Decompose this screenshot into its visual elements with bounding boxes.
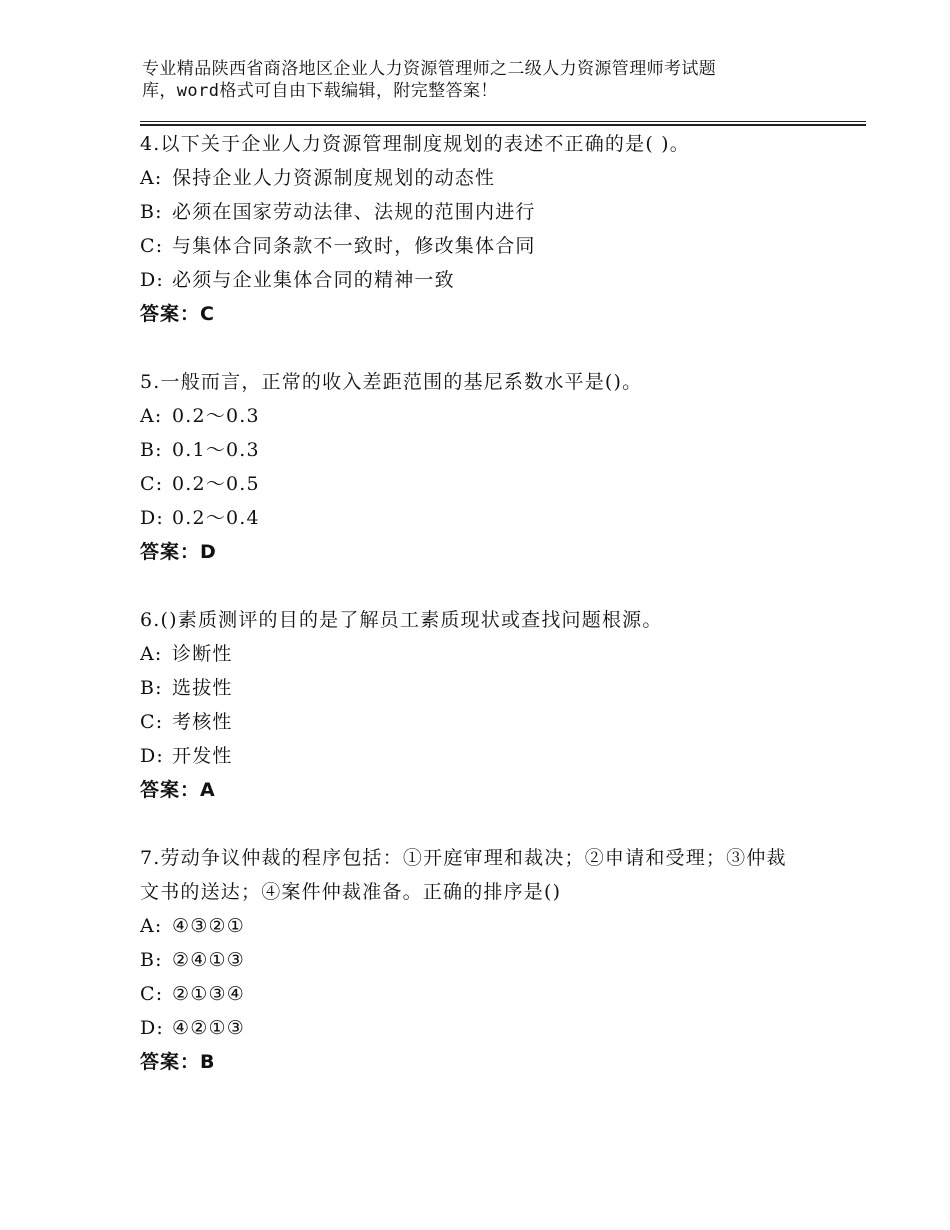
option-letter: C: bbox=[140, 983, 164, 1005]
option-letter: B: bbox=[140, 949, 163, 971]
option-letter: A: bbox=[140, 643, 163, 665]
option-text: 选拔性 bbox=[172, 677, 233, 699]
option-a bbox=[140, 637, 860, 671]
option-b bbox=[140, 671, 860, 705]
option-text: 考核性 bbox=[172, 711, 233, 733]
answer-value: A bbox=[200, 779, 216, 801]
answer-value: B bbox=[200, 1051, 216, 1073]
option-text: ②①③④ bbox=[172, 983, 245, 1005]
option-d bbox=[140, 1011, 860, 1045]
option-c bbox=[140, 467, 860, 501]
option-text: 0.1～0.3 bbox=[172, 439, 260, 461]
option-text: 必须与企业集体合同的精神一致 bbox=[172, 269, 455, 291]
option-text: 与集体合同条款不一致时，修改集体合同 bbox=[172, 235, 536, 257]
option-text: 0.2～0.4 bbox=[172, 507, 260, 529]
option-text: ④②①③ bbox=[172, 1017, 245, 1039]
option-letter: C: bbox=[140, 235, 164, 257]
option-b bbox=[140, 195, 860, 229]
option-letter: D: bbox=[140, 269, 165, 291]
question-7 bbox=[140, 841, 860, 1079]
answer-label: 答案： bbox=[140, 541, 201, 563]
option-letter: B: bbox=[140, 677, 163, 699]
option-text: 必须在国家劳动法律、法规的范围内进行 bbox=[172, 201, 536, 223]
option-b bbox=[140, 433, 860, 467]
answer-value: D bbox=[200, 541, 217, 563]
question-5 bbox=[140, 365, 860, 569]
answer-label: 答案： bbox=[140, 779, 201, 801]
option-letter: D: bbox=[140, 745, 165, 767]
option-text: 开发性 bbox=[172, 745, 233, 767]
option-letter: B: bbox=[140, 201, 163, 223]
header-divider-thick bbox=[140, 124, 866, 126]
option-text: 0.2～0.5 bbox=[172, 473, 260, 495]
option-letter: D: bbox=[140, 507, 165, 529]
answer-line bbox=[140, 297, 860, 331]
header-divider-thin bbox=[140, 121, 866, 122]
question-stem: 4.以下关于企业人力资源管理制度规划的表述不正确的是( )。 bbox=[140, 133, 690, 155]
answer-line bbox=[140, 1045, 860, 1079]
option-text: 诊断性 bbox=[172, 643, 233, 665]
option-c bbox=[140, 705, 860, 739]
option-letter: D: bbox=[140, 1017, 165, 1039]
option-d bbox=[140, 501, 860, 535]
answer-line bbox=[140, 535, 860, 569]
option-text: 保持企业人力资源制度规划的动态性 bbox=[172, 167, 496, 189]
option-a bbox=[140, 909, 860, 943]
question-6 bbox=[140, 603, 860, 807]
option-letter: C: bbox=[140, 473, 164, 495]
option-letter: C: bbox=[140, 711, 164, 733]
answer-label: 答案： bbox=[140, 1051, 201, 1073]
option-letter: A: bbox=[140, 167, 163, 189]
question-list bbox=[140, 127, 860, 1113]
option-d bbox=[140, 263, 860, 297]
option-a bbox=[140, 161, 860, 195]
option-c bbox=[140, 229, 860, 263]
question-stem: 7.劳动争议仲裁的程序包括：①开庭审理和裁决；②申请和受理；③仲裁文书的送达；④案件仲裁准备。正确的排序是() bbox=[140, 847, 787, 903]
option-b bbox=[140, 943, 860, 977]
option-letter: A: bbox=[140, 915, 163, 937]
answer-label: 答案： bbox=[140, 303, 201, 325]
answer-value: C bbox=[200, 303, 215, 325]
header-line-1: 专业精品陕西省商洛地区企业人力资源管理师之二级人力资源管理师考试题 bbox=[142, 59, 717, 79]
option-text: ②④①③ bbox=[172, 949, 245, 971]
question-stem: 5.一般而言，正常的收入差距范围的基尼系数水平是()。 bbox=[140, 371, 643, 393]
document-header bbox=[142, 58, 842, 102]
option-a bbox=[140, 399, 860, 433]
option-letter: B: bbox=[140, 439, 163, 461]
option-letter: A: bbox=[140, 405, 163, 427]
question-4 bbox=[140, 127, 860, 331]
option-d bbox=[140, 739, 860, 773]
answer-line bbox=[140, 773, 860, 807]
header-line-2: 库，word格式可自由下载编辑，附完整答案！ bbox=[142, 81, 498, 101]
option-text: 0.2～0.3 bbox=[172, 405, 260, 427]
option-c bbox=[140, 977, 860, 1011]
option-text: ④③②① bbox=[172, 915, 245, 937]
question-stem: 6.()素质测评的目的是了解员工素质现状或查找问题根源。 bbox=[140, 609, 663, 631]
